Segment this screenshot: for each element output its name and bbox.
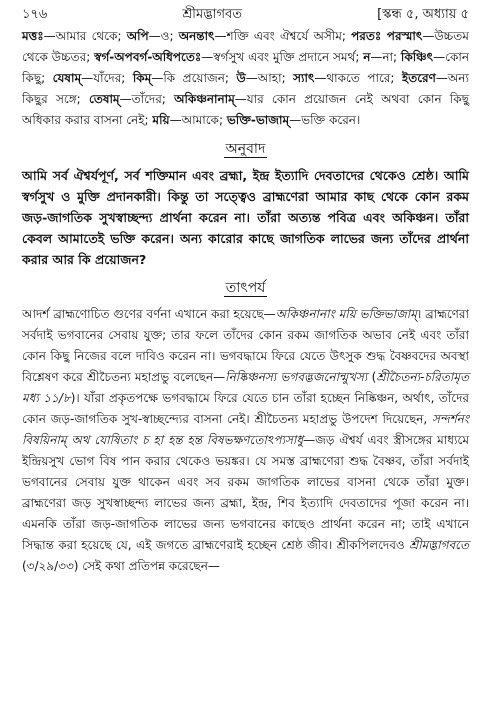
synonym-meaning: না; xyxy=(382,50,398,64)
synonym-word: ভক্তি-ভাজাম্ xyxy=(226,113,290,127)
synonym-meaning: স্বর্গসুখ এবং মুক্তি প্রদানে সমর্থ; xyxy=(213,50,360,64)
purport-quote: সন্দর্শনং বিষয়িনাম্ অথ যোষিতাং চ হা হন্ত হন্ত বিষভক্ষণতোঽপ্যসাধু xyxy=(22,412,469,447)
purport-text: (৩/২৯/৩৩) সেই কথা প্রতিপন্ন করেছেন— xyxy=(22,559,220,573)
synonym-meaning: আমাকে; xyxy=(181,113,223,127)
purport-quote: অকিঞ্চনানাং ময়ি ভক্তিভাজাম্ xyxy=(275,307,417,321)
synonym-word: যেষাম্ xyxy=(52,71,82,85)
synonym-word: মত্তঃ xyxy=(22,29,44,43)
translation-paragraph: আমি সর্ব ঐশ্বর্যপূর্ণ, সর্ব শক্তিমান এবং ব্রহ্মা, ইন্দ্র ইত্যাদি দেবতাদের থেকেও শ্রেষ্ঠ। আমি স্বর্গসুখ ও মুক্তি প্রদানকারী। কিন্তু তা সত্ত্বেও ব্রাহ্মণেরা আমার কাছ থেকে কোন রকম জড়-জাগতিক সুখস্বাচ্ছন্দ্য প্রার্থনা করেন না। তাঁরা অত্যন্ত পবিত্র এবং অকিঞ্চন। তাঁরা কেবল আমাতেই ভক্তি করেন। অন্য কারোর কাছে জাগতিক লাভের জন্য তাঁদের প্রার্থনা করার আর কি প্রয়োজন? xyxy=(22,168,469,267)
purport-heading: তাৎপর্য xyxy=(225,280,266,296)
purport-quote: শ্রীমদ্ভাগবতে xyxy=(409,538,469,552)
translation-heading: অনুবাদ xyxy=(225,141,266,157)
synonym-meaning: যার কোন প্রয়োজন নেই অথবা কোন কিছু অধিকার করার বাসনা নেই; xyxy=(22,92,469,127)
purport-quote: নিষ্কিঞ্চনস্য ভগবদ্ভজনোন্মুখস্য xyxy=(225,370,368,384)
page-header xyxy=(22,6,469,24)
purport-text: ( xyxy=(367,370,377,384)
purport-text: । ব্রাহ্মণেরা সর্বদাই ভগবানের সেবায় যুক্ত; তার ফলে তাঁদের কোন রকম জাগতিক অভাব নেই এবং তাঁরা কোন কিছু নিজের বলে দাবিও করেন না। ভগবদ্ধামে ফিরে যেতে উৎসুক শুদ্ধ বৈষ্ণবদের অবস্থা বিশ্লেষণ করে শ্রীচৈতন্য মহাপ্রভু বলেছেন— xyxy=(22,307,470,384)
purport-text: আদর্শ ব্রাহ্মণোচিত গুণের বর্ণনা এখানে করা হয়েছে— xyxy=(22,307,276,321)
book-title: শ্রীমদ্ভাগবত xyxy=(182,7,243,22)
synonym-word: তেষাম্ xyxy=(88,92,120,106)
synonym-meaning: কি প্রয়োজন; xyxy=(163,71,229,85)
synonym-meaning: থাকতে পারে; xyxy=(326,71,395,85)
synonym-meaning: উচ্চতম থেকে উচ্চতর; xyxy=(22,29,469,64)
page-number: ১৭৬ xyxy=(22,7,48,22)
synonym-meaning: আমার থেকে; xyxy=(55,29,122,43)
synonym-word: উ xyxy=(236,71,246,85)
synonym-meaning: ভক্তি করেন। xyxy=(301,113,361,127)
synonym-word: কিম্ xyxy=(132,71,152,85)
synonym-meaning: আহা; xyxy=(257,71,286,85)
purport-text: )। যাঁরা প্রকৃতপক্ষে ভগবদ্ধামে ফিরে যেতে চান তাঁরা হচ্ছেন নিষ্কিঞ্চন, অর্থাৎ, তাঁদের কোন জড়-জাগতিক সুখ-স্বাচ্ছন্দ্যের বাসনা নেই। শ্রীচৈতন্য মহাপ্রভু উপদেশ দিয়েছেন, xyxy=(22,391,469,426)
synonym-meaning: শক্তি এবং ঐশ্বর্যে অসীম; xyxy=(226,29,346,43)
purport-quote: শ্রীচৈতন্য-চরিতামৃত মধ্য ১১/৮ xyxy=(22,370,469,405)
synonym-word: কিঞ্চিৎ xyxy=(400,50,434,64)
synonym-meaning: তাঁদের; xyxy=(131,92,166,106)
synonym-word: অপি xyxy=(126,29,149,43)
synonym-word: পরতঃ পরস্মাৎ xyxy=(351,29,423,43)
chapter-reference: [স্কন্ধ ৫, অধ্যায় ৫ xyxy=(377,7,469,22)
synonym-meaning: যাঁদের; xyxy=(93,71,126,85)
purport-text: —জড় ঐশ্বর্য এবং স্ত্রীসঙ্গের মাধ্যমে ইন্দ্রিয়সুখ ভোগ বিষ পান করার থেকেও ভয়ঙ্কর। যে সমস্ত ব্রাহ্মণেরা শুদ্ধ বৈষ্ণব, তাঁরা সর্বদাই ভগবানের সেবায় যুক্ত থাকেন এবং সব রকম জাগতিক লাভের বাসনা থেকে তাঁরা মুক্ত। ব্রাহ্মণেরা জড় সুখস্বাচ্ছন্দ্য লাভের জন্য ব্রহ্মা, ইন্দ্র, শিব ইত্যাদি দেবতাদের পূজা করেন না। এমনকি তাঁরা জড়-জাগতিক লাভের জন্য ভগবানের কাছেও প্রার্থনা করেন না; তাই এখানে সিদ্ধান্ত করা হয়েছে যে, এই জগতে ব্রাহ্মণেরাই হচ্ছেন শ্রেষ্ঠ জীব। শ্রীকপিলদেবও xyxy=(22,433,469,552)
synonym-meaning: ও; xyxy=(160,29,174,43)
synonym-word: ময়ি xyxy=(152,113,170,127)
purport-paragraph xyxy=(22,304,469,577)
synonym-meaning: কোন কিছু; xyxy=(22,50,469,85)
synonym-word: স্যাৎ xyxy=(293,71,315,85)
synonym-meaning: অন্য কিছুর সঙ্গে; xyxy=(22,71,469,106)
synonym-word: স্বর্গ-অপবর্গ-অধিপতেঃ xyxy=(94,50,202,64)
synonym-word: অকিঞ্চনানাম্ xyxy=(174,92,235,106)
synonyms-paragraph: মত্তঃ—আমার থেকে; অপি—ও; অনন্তাৎ—শক্তি এবং ঐশ্বর্যে অসীম; পরতঃ পরস্মাৎ—উচ্চতম থেকে উচ্চতর; স্বর্গ-অপবর্গ-অধিপতেঃ—স্বর্গসুখ এবং মুক্তি প্রদানে সমর্থ; ন—না; কিঞ্চিৎ—কোন কিছু; যেষাম্—যাঁদের; কিম্—কি প্রয়োজন; উ—আহা; স্যাৎ—থাকতে পারে; ইতরেণ—অন্য কিছুর সঙ্গে; তেষাম্—তাঁদের; অকিঞ্চনানাম্—যার কোন প্রয়োজন নেই অথবা কোন কিছু অধিকার করার বাসনা নেই; ময়ি—আমাকে; ভক্তি-ভাজাম্—ভক্তি করেন। xyxy=(22,29,469,127)
synonym-word: ন xyxy=(363,50,371,64)
synonym-word: অনন্তাৎ xyxy=(178,29,215,43)
synonym-word: ইতরেণ xyxy=(401,71,436,85)
